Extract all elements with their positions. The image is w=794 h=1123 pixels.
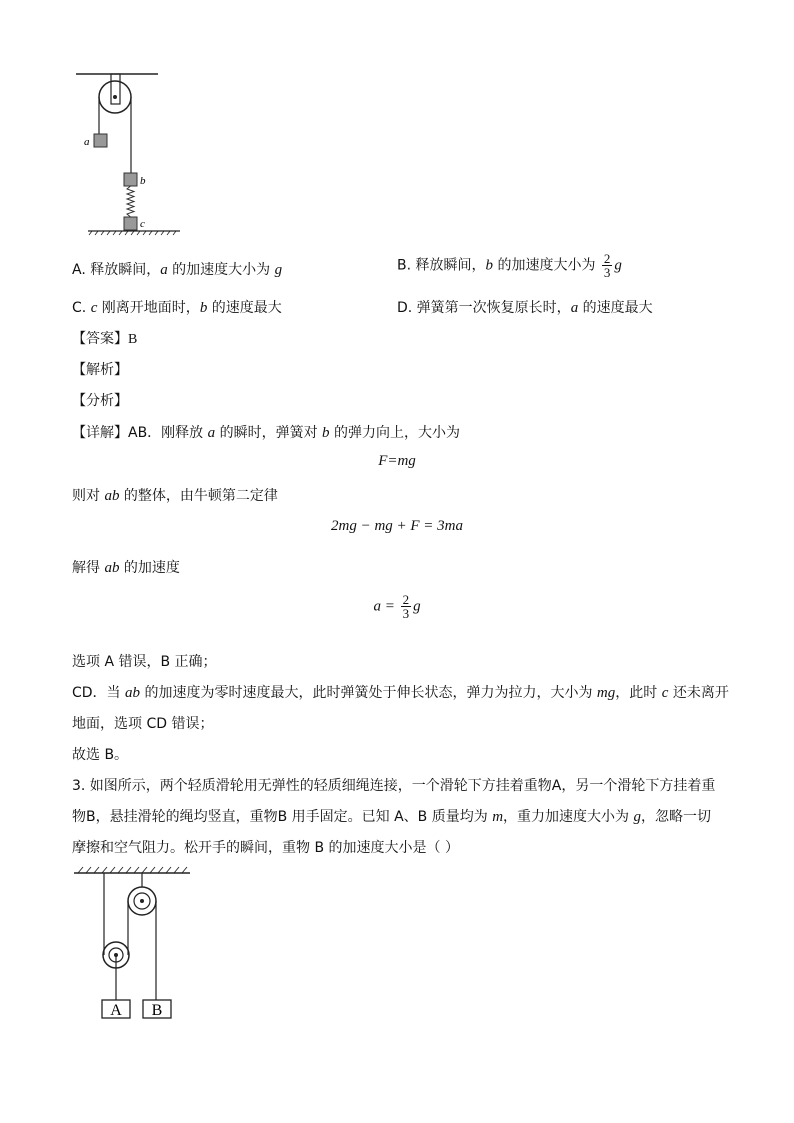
detail-l5-c: c bbox=[661, 685, 669, 701]
fenxi-label: 【分析】 bbox=[72, 393, 128, 409]
option-a[interactable] bbox=[72, 259, 282, 279]
option-c[interactable] bbox=[72, 297, 282, 317]
equation-3-g: g bbox=[413, 598, 421, 615]
ground-hatch bbox=[89, 231, 176, 235]
detail-line-1 bbox=[72, 422, 460, 442]
option-b-var: b bbox=[485, 257, 494, 274]
equation-1: F=mg bbox=[378, 453, 416, 469]
detail-l2-pre: 则对 bbox=[72, 488, 105, 504]
detail-line-3 bbox=[72, 557, 180, 577]
option-c-tail: 的速度最大 bbox=[207, 300, 282, 316]
detail-line-6: 地面，选项 CD 错误； bbox=[72, 716, 214, 732]
label-a: a bbox=[84, 136, 90, 148]
option-c-mid: 刚离开地面时， bbox=[97, 300, 200, 316]
answer-value: B bbox=[128, 332, 138, 347]
detail-line-2 bbox=[72, 485, 278, 505]
detail-label: 【详解】 bbox=[72, 425, 128, 441]
option-a-mid: 的加速度大小为 bbox=[167, 262, 275, 278]
q3-l2-pre: 物B，悬挂滑轮的绳均竖直，重物B 用手固定。已知 A、B 质量均为 bbox=[72, 809, 493, 825]
detail-line-5 bbox=[72, 682, 729, 702]
option-a-var: a bbox=[160, 262, 168, 278]
detail-l3-tail: 的加速度 bbox=[119, 560, 180, 576]
option-d-prefix: D. 弹簧第一次恢复原长时， bbox=[397, 300, 571, 316]
detail-l5-pre: CD．当 bbox=[72, 685, 126, 701]
label-B: B bbox=[151, 1002, 163, 1019]
analysis-label: 【解析】 bbox=[72, 362, 128, 378]
pulley-mount bbox=[111, 74, 120, 104]
option-b-frac-num: 2 bbox=[603, 251, 611, 266]
block-b bbox=[124, 173, 137, 186]
option-b-fraction bbox=[602, 252, 613, 279]
detail-line-4: 选项 A 错误，B 正确； bbox=[72, 654, 217, 670]
option-d-var: a bbox=[570, 300, 579, 316]
detail-l2-var: ab bbox=[104, 488, 120, 504]
detail-l5-mid: 的加速度为零时速度最大，此时弹簧处于伸长状态，弹力为拉力，大小为 bbox=[140, 685, 597, 701]
q3-line-1: 3. 如图所示，两个轻质滑轮用无弹性的轻质细绳连接，一个滑轮下方挂着重物A，另一个滑轮下方挂着重 bbox=[72, 778, 716, 794]
option-b-mid: 的加速度大小为 bbox=[493, 257, 600, 274]
block-a bbox=[94, 134, 107, 147]
equation-3 bbox=[0, 593, 794, 620]
figure-pulley-spring bbox=[70, 65, 190, 245]
detail-l5-tail: 还未离开 bbox=[668, 685, 729, 701]
detail-l3-var: ab bbox=[104, 560, 120, 576]
spring bbox=[127, 186, 134, 217]
option-d-tail: 的速度最大 bbox=[578, 300, 653, 316]
q3-l2-tail: ，忽略一切 bbox=[641, 809, 711, 825]
pulley-axle bbox=[113, 95, 117, 99]
detail-line-7: 故选 B。 bbox=[72, 747, 129, 763]
q3-l2-m: m bbox=[492, 809, 504, 825]
option-c-var2: b bbox=[199, 300, 208, 316]
label-c: c bbox=[140, 218, 145, 230]
detail-l1-tail: 的弹力向上，大小为 bbox=[329, 425, 460, 441]
equation-3-num: 2 bbox=[402, 592, 410, 607]
detail-l1-mid: 的瞬时，弹簧对 bbox=[215, 425, 323, 441]
q3-line-2 bbox=[72, 806, 711, 826]
equation-2: 2mg − mg + F = 3ma bbox=[330, 518, 464, 534]
detail-l5-mid2: ，此时 bbox=[615, 685, 662, 701]
option-b-prefix: B. 释放瞬间， bbox=[397, 257, 486, 274]
equation-3-den: 3 bbox=[402, 606, 410, 621]
figure-two-pulleys bbox=[70, 865, 200, 1025]
option-c-prefix: C. bbox=[72, 300, 91, 316]
detail-l1-var-a: a bbox=[207, 425, 216, 441]
label-b: b bbox=[140, 175, 146, 187]
upper-pulley-axle bbox=[140, 899, 144, 903]
detail-l5-var: ab bbox=[125, 685, 141, 701]
option-a-prefix: A. 释放瞬间， bbox=[72, 262, 161, 278]
detail-l1-pre: AB．刚释放 bbox=[128, 425, 208, 441]
option-d[interactable] bbox=[397, 297, 653, 317]
detail-l3-pre: 解得 bbox=[72, 560, 105, 576]
option-b-g: g bbox=[614, 257, 622, 274]
q3-l2-g: g bbox=[633, 809, 641, 825]
equation-3-lhs: a = bbox=[373, 598, 399, 615]
equation-3-fraction bbox=[401, 593, 412, 620]
detail-l5-mg: mg bbox=[596, 685, 616, 701]
q3-line-3: 摩擦和空气阻力。松开手的瞬间，重物 B 的加速度大小是（ ） bbox=[72, 840, 459, 856]
answer-label: 【答案】 bbox=[72, 331, 128, 347]
ceiling-hatch-2 bbox=[78, 867, 187, 873]
option-b[interactable] bbox=[397, 252, 622, 279]
detail-l2-tail: 的整体，由牛顿第二定律 bbox=[119, 488, 278, 504]
detail-l1-var-b: b bbox=[322, 425, 330, 441]
answer-line bbox=[72, 328, 137, 348]
option-a-g: g bbox=[274, 262, 283, 278]
option-c-var1: c bbox=[90, 300, 98, 316]
q3-l2-mid: ，重力加速度大小为 bbox=[503, 809, 634, 825]
label-A: A bbox=[110, 1002, 122, 1019]
block-c bbox=[124, 217, 137, 230]
option-b-frac-den: 3 bbox=[603, 265, 611, 280]
